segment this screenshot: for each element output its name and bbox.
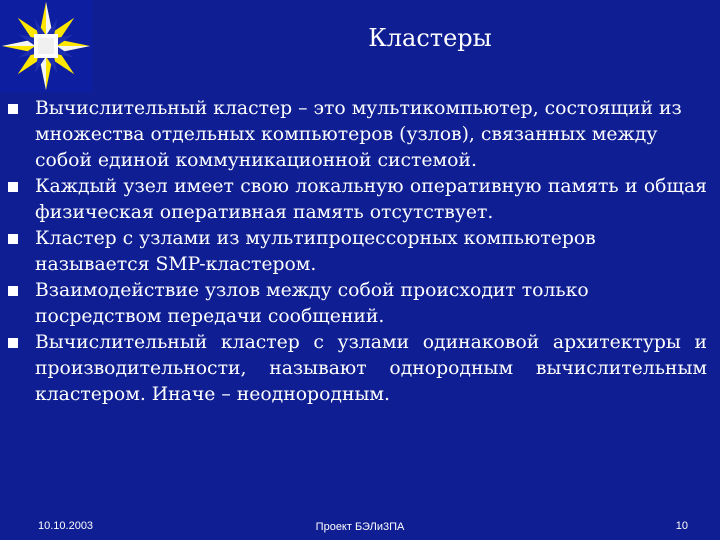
bullet-text: Кластер с узлами из мультипроцессорных компьютеров называется SMP-кластером. <box>35 228 596 275</box>
square-bullet-icon <box>8 338 18 348</box>
square-bullet-icon <box>8 182 18 192</box>
list-item <box>0 96 720 174</box>
square-bullet-icon <box>8 286 18 296</box>
footer-project: Проект БЭЛи3ПА <box>315 521 405 533</box>
footer-page-number: 10 <box>675 520 688 532</box>
bullet-text: Вычислительный кластер – это мультикомпьютер, состоящий из множества отдельных компьютеров (узлов), связанных между собой единой коммуникационной системой. <box>35 98 682 171</box>
list-item <box>0 226 720 278</box>
bullet-text: Каждый узел имеет свою локальную оперативную память и общая физическая оперативная память отсутствует. <box>35 176 707 223</box>
square-bullet-icon <box>8 234 18 244</box>
footer-date: 10.10.2003 <box>38 520 94 532</box>
bullet-list <box>0 96 720 408</box>
list-item <box>0 330 720 408</box>
square-bullet-icon <box>8 104 18 114</box>
slide-title: Кластеры <box>368 24 492 52</box>
list-item <box>0 278 720 330</box>
bullet-text: Взаимодействие узлов между собой происходит только посредством передачи сообщений. <box>35 280 589 327</box>
list-item <box>0 174 720 226</box>
bullet-text: Вычислительный кластер с узлами одинаковой архитектуры и производительности, называют однородным вычислительным кластером. Иначе – неоднородным. <box>35 332 707 405</box>
